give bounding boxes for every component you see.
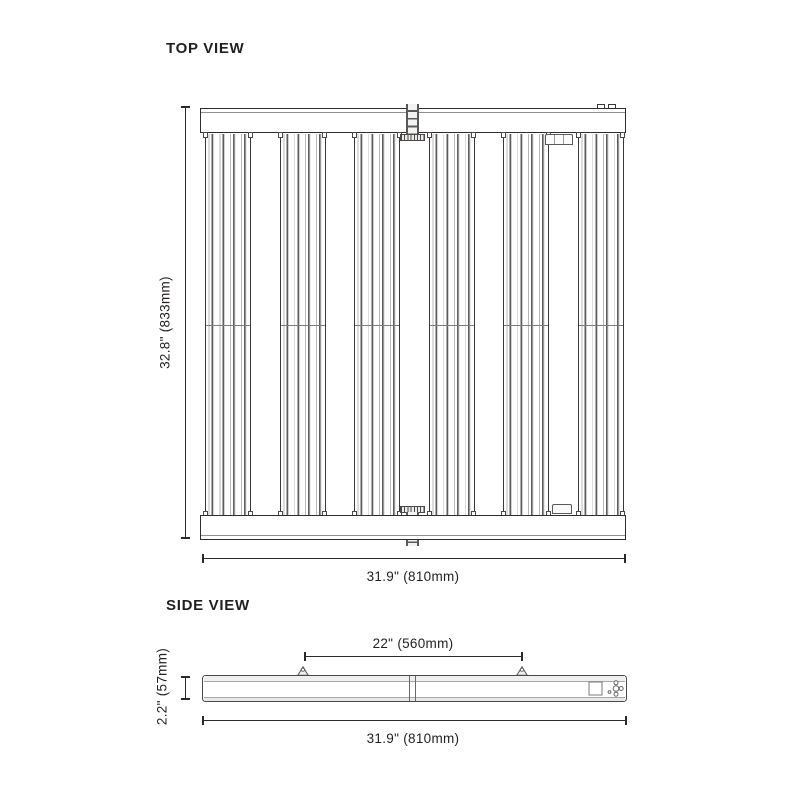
led-bar [205,134,251,515]
top-view-title: TOP VIEW [166,40,245,57]
rail-mount-tab [608,104,616,108]
bar-mount-tab [471,132,476,138]
led-bars [200,133,626,515]
junction-box-line [554,135,555,144]
wiring-junction-box [545,134,573,145]
top-view-width-dimension-line [202,558,626,559]
led-bar [280,134,326,515]
bar-midline-joint [579,325,623,326]
top-view-fixture [200,108,626,540]
bar-mount-tab [322,132,327,138]
bar-joint-line [415,676,416,701]
control-panel [588,679,626,699]
control-display [589,682,602,695]
bar-mount-tab [620,132,625,138]
bar-mount-tab [203,132,208,138]
top-view-height-dimension-label: 32.8" (833mm) [157,276,173,369]
led-bar [503,134,549,515]
side-view-height-dimension-label: 2.2" (57mm) [154,647,170,726]
bar-mount-tab [278,132,283,138]
junction-box-line [563,135,564,144]
bracket-foot [400,134,425,141]
bar-midline-joint [281,325,325,326]
wiring-junction-box [552,504,572,514]
top-view-height-dimension-line [185,106,186,539]
bottom-rail [200,515,626,540]
top-view-width-dimension-label: 31.9" (810mm) [366,569,460,584]
bar-mount-tab [427,132,432,138]
bar-midline-joint [430,325,474,326]
rail-edge-line [201,535,625,536]
bar-mount-tab [248,132,253,138]
control-dpad-icon [608,681,623,696]
bar-joint-line [409,676,410,701]
bar-mount-tab [352,132,357,138]
side-view-title: SIDE VIEW [166,597,250,614]
led-bar [578,134,624,515]
side-view-width-dimension-label: 31.9" (810mm) [366,731,460,746]
side-view-height-dimension-line [185,676,186,700]
led-bar [354,134,400,515]
led-bar [429,134,475,515]
hanger-spacing-dimension-line [304,656,523,657]
bar-mount-tab [576,132,581,138]
bar-midline-joint [206,325,250,326]
side-view-width-dimension-line [202,720,627,721]
rail-mount-tab [597,104,605,108]
bar-mount-tab [501,132,506,138]
hanger-spacing-dimension-label: 22" (560mm) [372,636,454,651]
center-hanger-bracket [406,104,419,136]
side-view-fixture [202,675,627,702]
bar-midline-joint [355,325,399,326]
bar-midline-joint [504,325,548,326]
